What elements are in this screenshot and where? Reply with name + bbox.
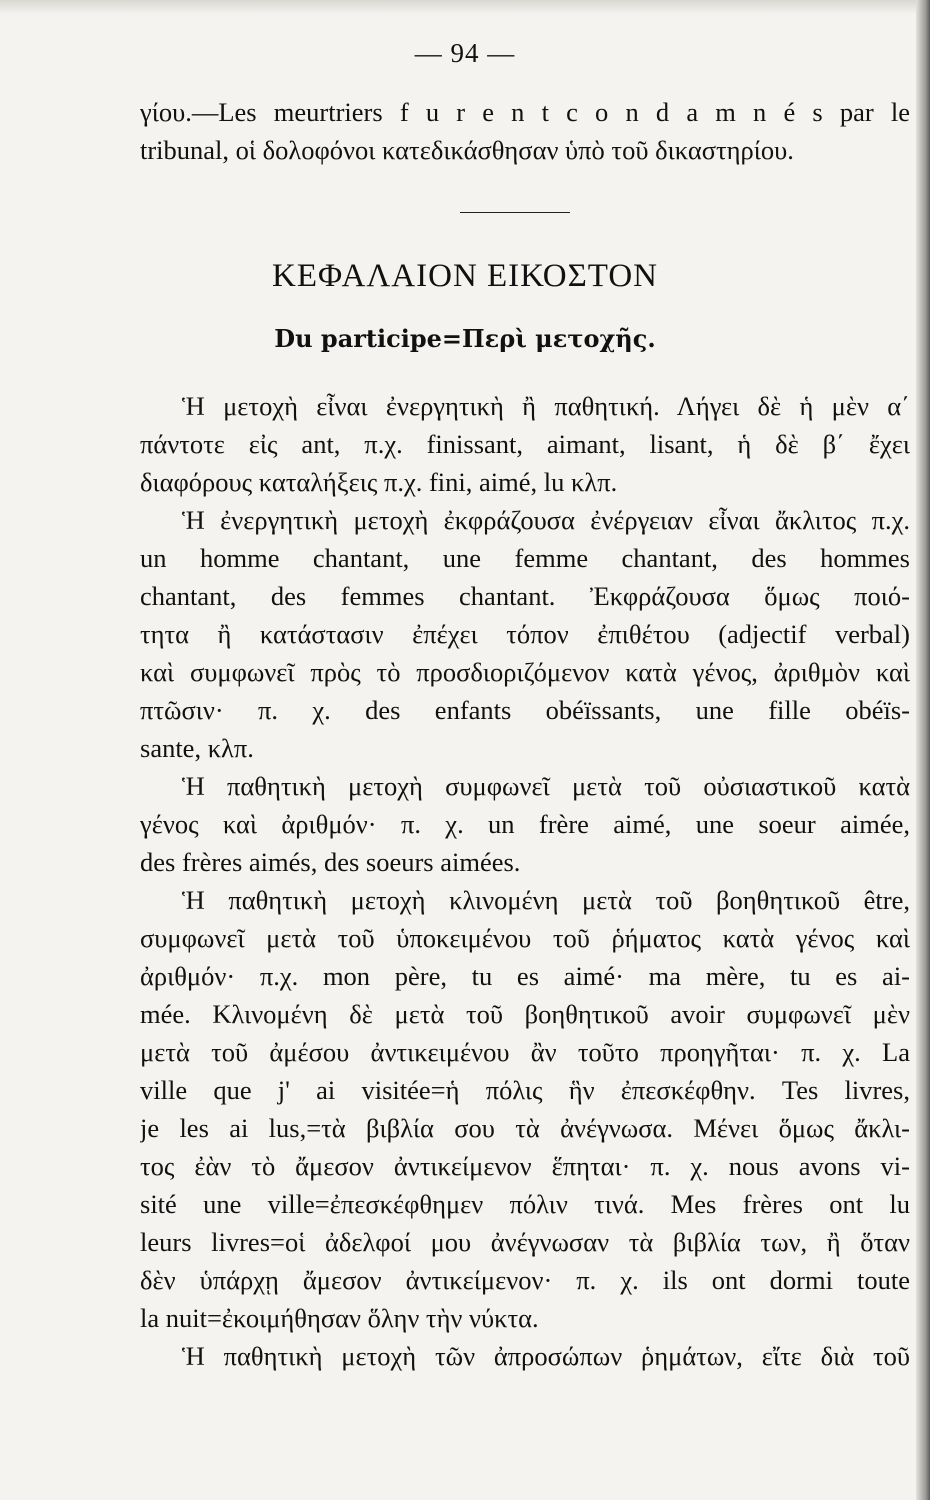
text-line: συμφωνεῖ μετὰ τοῦ ὑποκειμένου τοῦ ῥήματος κατὰ γένος καὶ: [140, 923, 910, 953]
chapter-title: ΚΕΦΑΛΑΙΟΝ ΕΙΚΟΣΤΟΝ: [272, 258, 658, 294]
text-line: μετὰ τοῦ ἀμέσου ἀντικειμένου ἂν τοῦτο προηγῆται· π. χ. La: [140, 1037, 910, 1067]
text-line: Ἡ παθητικὴ μετοχὴ συμφωνεῖ μετὰ τοῦ οὐσιαστικοῦ κατὰ: [182, 771, 910, 801]
text-line: sante, κλπ.: [140, 733, 254, 763]
text-line: mée. Κλινομένη δὲ μετὰ τοῦ βοηθητικοῦ avoir συμφωνεῖ μὲν: [140, 999, 910, 1029]
text-line: Ἡ παθητικὴ μετοχὴ κλινομένη μετὰ τοῦ βοηθητικοῦ être,: [182, 885, 910, 915]
text-line: καὶ συμφωνεῖ πρὸς τὸ προσδιοριζόμενον κατὰ γένος, ἀριθμὸν καὶ: [140, 657, 910, 687]
text-line: ἀριθμόν· π.χ. mon père, tu es aimé· ma mère, tu es ai-: [140, 961, 910, 991]
page-top-shadow: [0, 0, 930, 14]
text-line: τος ἐὰν τὸ ἄμεσον ἀντικείμενον ἕπηται· π. χ. nous avons vi-: [140, 1151, 910, 1181]
text-line: ville que j' ai visitée=ἡ πόλις ἣν ἐπεσκέφθην. Tes livres,: [140, 1075, 910, 1105]
text-line: τητα ἢ κατάστασιν ἐπέχει τόπον ἐπιθέτου (adjectif verbal): [140, 619, 910, 649]
text-line: des frères aimés, des soeurs aimées.: [140, 847, 521, 877]
text-line: sité une ville=ἐπεσκέφθημεν πόλιν τινά. Mes frères ont lu: [140, 1189, 910, 1219]
text-line: chantant, des femmes chantant. Ἐκφράζουσα ὅμως ποιό-: [140, 581, 910, 611]
text-line: διαφόρους καταλήξεις π.χ. fini, aimé, lu κλπ.: [140, 467, 618, 497]
text-line: Ἡ ἐνεργητικὴ μετοχὴ ἐκφράζουσα ἐνέργειαν εἶναι ἄκλιτος π.χ.: [182, 505, 910, 535]
page-edge-shadow: [916, 0, 930, 1500]
text-line: δὲν ὑπάρχῃ ἄμεσον ἀντικείμενον· π. χ. ils ont dormi toute: [140, 1265, 910, 1295]
page-number: — 94 —: [414, 38, 516, 68]
text-line: je les ai lus,=τὰ βιβλία σου τὰ ἀνέγνωσα. Μένει ὅμως ἄκλι-: [140, 1113, 910, 1143]
text-line: la nuit=ἐκοιμήθησαν ὅλην τὴν νύκτα.: [140, 1303, 539, 1333]
text-line: πάντοτε εἰς ant, π.χ. finissant, aimant, lisant, ἡ δὲ β΄ ἔχει: [140, 429, 910, 459]
text-line: tribunal, οἱ δολοφόνοι κατεδικάσθησαν ὑπὸ τοῦ δικαστηρίου.: [140, 135, 794, 165]
text-line: leurs livres=οἱ ἀδελφοί μου ἀνέγνωσαν τὰ βιβλία των, ἢ ὅταν: [140, 1227, 910, 1257]
text-line: un homme chantant, une femme chantant, des hommes: [140, 543, 910, 573]
chapter-subtitle: Du participe=Περὶ μετοχῆς.: [274, 324, 656, 353]
text-line: πτῶσιν· π. χ. des enfants obéïssants, une fille obéïs-: [140, 695, 910, 725]
section-divider: [460, 212, 570, 213]
text-line: γίου.—Les meurtriers f u r e n t c o n d a m n é s par le: [140, 97, 910, 127]
text-line: Ἡ μετοχὴ εἶναι ἐνεργητικὴ ἢ παθητική. Λήγει δὲ ἡ μὲν α΄: [182, 391, 910, 421]
text-line: γένος καὶ ἀριθμόν· π. χ. un frère aimé, une soeur aimée,: [140, 809, 910, 839]
text-line: Ἡ παθητικὴ μετοχὴ τῶν ἀπροσώπων ῥημάτων, εἴτε διὰ τοῦ: [182, 1341, 910, 1371]
